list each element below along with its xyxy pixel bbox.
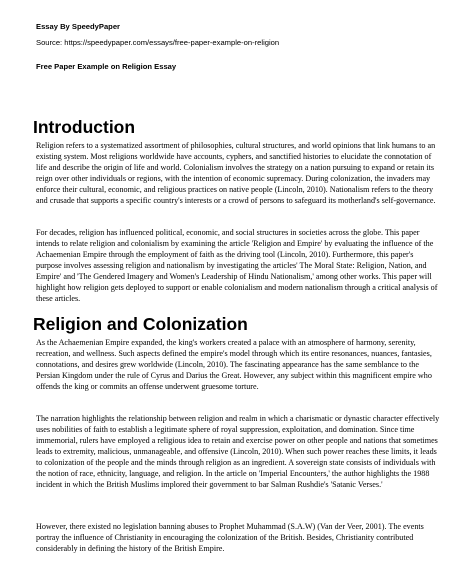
paragraph-intro-1: Religion refers to a systematized assortment of philosophies, cultural structures, and world opinions that link humans to an existing system. Most religions worldwide have accounts, cyphers, and sanctified histories to elucidate the connotation of life and describe the origin of life and world. Colonialism involves the strategy on a nation pursuing to expand or retain its reign over other individuals or regions, with the intention of economic supremacy. During colonization, the invaders may enforce their cultural, economic, and religious practices on native people (Lincoln, 2010). Nationalism refers to the theory and crusade that supports a specific country's interests or a crowd of persons to safeguard its motherland's self-governance. xyxy=(36,141,436,206)
source-url: Source: https://speedypaper.com/essays/free-paper-example-on-religion xyxy=(36,38,280,47)
paragraph-colonization-2: The narration highlights the relationship between religion and realm in which a charismatic or dynastic character effectively uses nobilities of faith to establish a legitimate sphere of royal suppression, exploitation, and domination. Since time immemorial, rulers have employed a religious idea to retain and exercise power on other people and nations that sometimes leads to extremity, malicious, unmanageable, and offensive (Lincoln, 2010). When such power reaches these limits, it leads to colonization of the people and the minds through religion as an ingredient. A sovereign state consists of individuals with the notion of race, ethnicity, language, and religion. In the article on 'Imperial Encounters,' the author highlights the 1988 incident in which the British Muslims implored their government to bar Salman Rushdie's 'Satanic Verses.' xyxy=(36,414,440,490)
paragraph-intro-2: For decades, religion has influenced political, economic, and social structures in societies across the globe. This paper intends to relate religion and colonialism by examining the article 'Religion and Empire' by evaluating the influence of the Achaemenian Empire through the employment of faith as the driving tool (Lincoln, 2010). Furthermore, this paper's purpose involves assessing religion and nationalism by investigating the articles' The Moral State: Religion, Nation, and Empire' and 'The Gendered Imagery and Women's Leadership of Hindu Nationalism,' among other works. This paper will highlight how religion gets deployed to support or enable colonialism and modern nationalism through a critical analysis of these articles. xyxy=(36,228,438,304)
heading-introduction: Introduction xyxy=(33,117,136,137)
heading-religion-colonization: Religion and Colonization xyxy=(33,314,248,334)
brand-name: Essay By SpeedyPaper xyxy=(36,22,121,31)
paragraph-colonization-1: As the Achaemenian Empire expanded, the king's workers created a palace with an atmosphere of harmony, serenity, recreation, and wellness. Such aspects defined the empire's model through which its entire resonances, nuances, fantasies, connotations, and desires grew worldwide (Lincoln, 2010). The fascinating appearance has the same semblance to the Persian Kingdom under the rule of Cyrus and Darius the Great. However, any subject within this magnificent empire who offends the king or commits an offense underwent gruesome torture. xyxy=(36,338,432,392)
document-title: Free Paper Example on Religion Essay xyxy=(36,62,177,71)
paragraph-colonization-3: However, there existed no legislation banning abuses to Prophet Muhammad (S.A.W) (Van der Veer, 2001). The events portray the influence of Christianity in encouraging the colonization of the British. Besides, Christianity contributed considerably in defining the history of the British Empire. xyxy=(36,522,424,554)
